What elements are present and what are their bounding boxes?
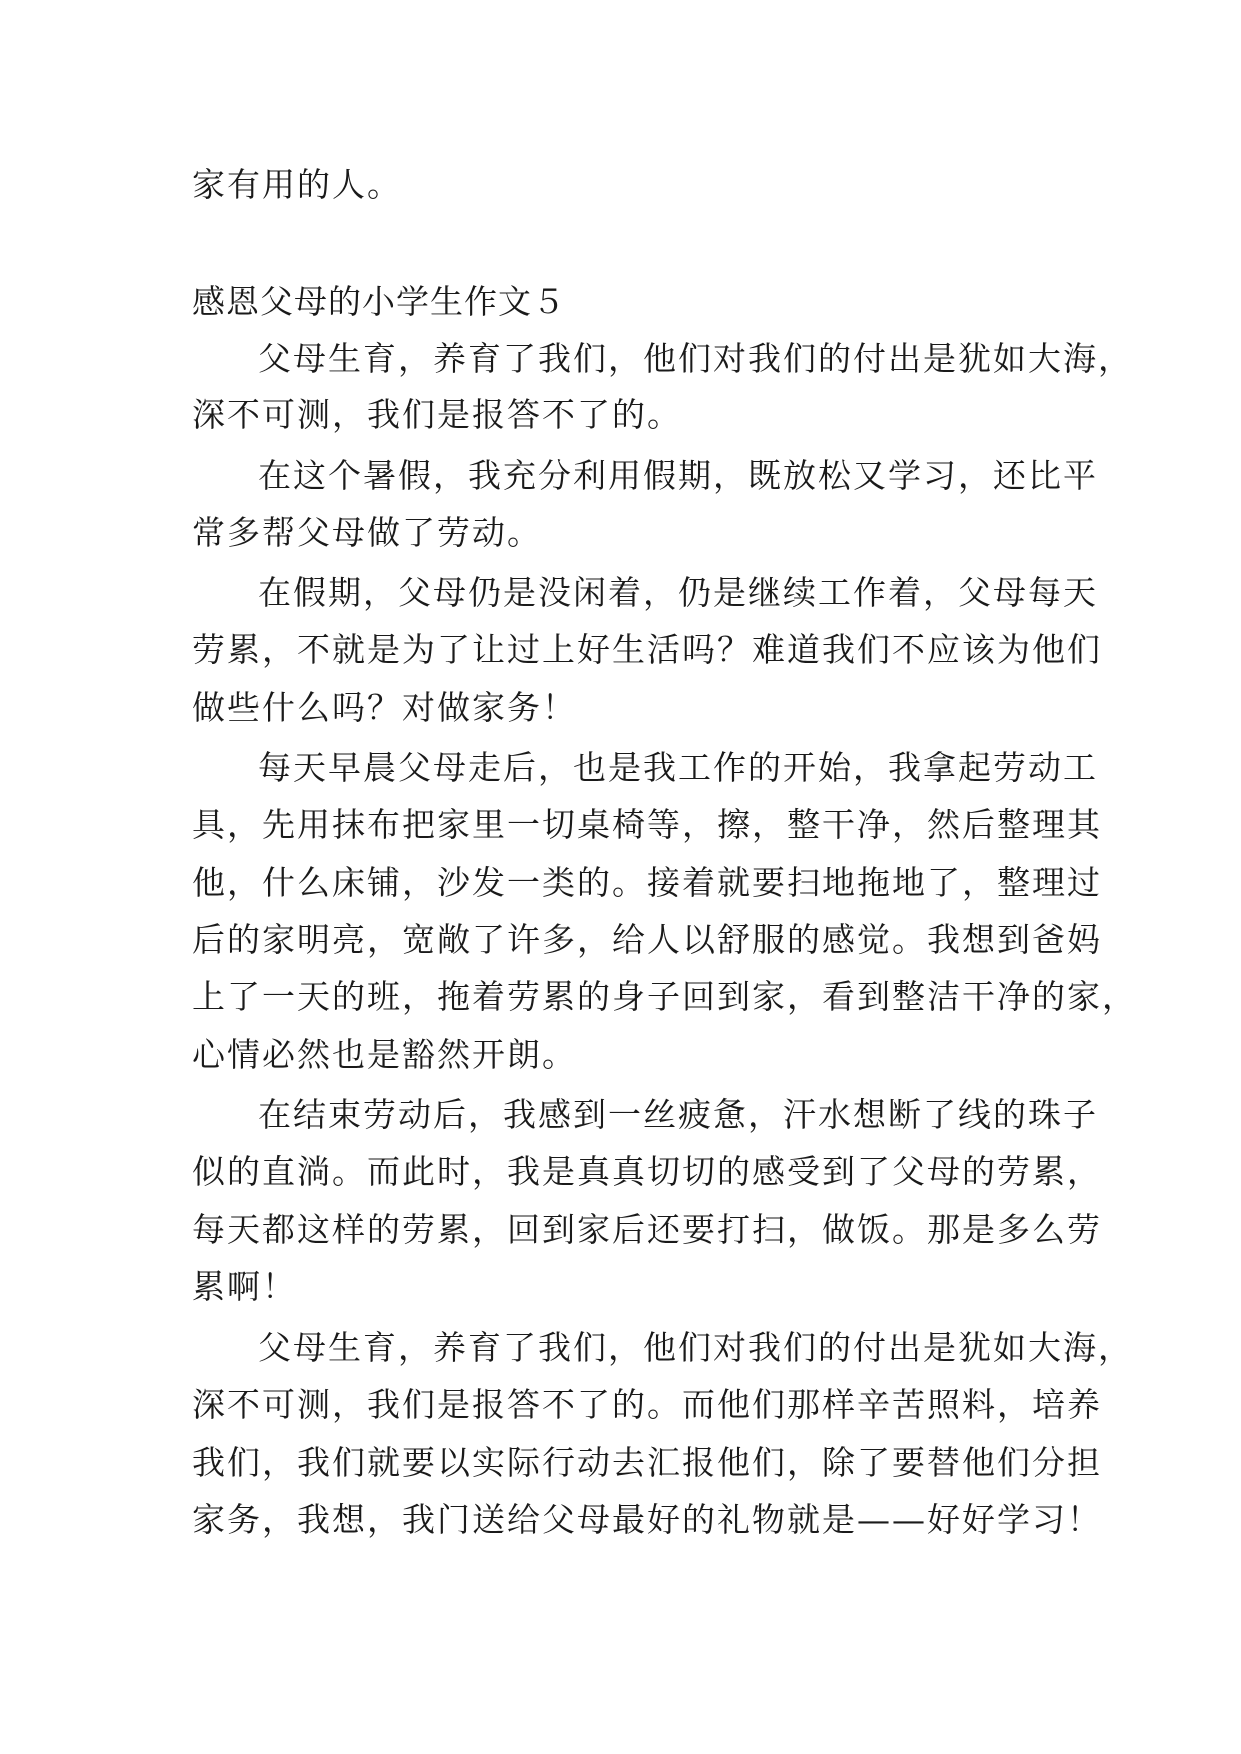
text-line-6: 常多帮父母做了劳动。 [192,513,542,552]
text-line-18: 每天都这样的劳累，回到家后还要打扫，做饭。那是多么劳 [192,1210,1102,1249]
text-line-9: 做些什么吗？对做家务！ [192,688,577,727]
text-line-17: 似的直淌。而此时，我是真真切切的感受到了父母的劳累， [192,1152,1102,1191]
text-line-3: 父母生育，养育了我们，他们对我们的付出是犹如大海， [258,339,1133,378]
text-line-4: 深不可测，我们是报答不了的。 [192,395,682,434]
text-line-1: 家有用的人。 [192,165,402,204]
text-line-5: 在这个暑假，我充分利用假期，既放松又学习，还比平 [258,456,1098,495]
text-line-22: 我们，我们就要以实际行动去汇报他们，除了要替他们分担 [192,1443,1102,1482]
text-line-12: 他，什么床铺，沙发一类的。接着就要扫地拖地了，整理过 [192,863,1102,902]
text-line-19: 累啊！ [192,1267,297,1306]
text-line-20: 父母生育，养育了我们，他们对我们的付出是犹如大海， [258,1328,1133,1367]
text-line-14: 上了一天的班，拖着劳累的身子回到家，看到整洁干净的家， [192,977,1137,1016]
essay-title: 感恩父母的小学生作文５ [192,282,566,321]
text-line-16: 在结束劳动后，我感到一丝疲惫，汗水想断了线的珠子 [258,1095,1098,1134]
text-line-7: 在假期，父母仍是没闲着，仍是继续工作着，父母每天 [258,573,1098,612]
text-line-23: 家务，我想，我门送给父母最好的礼物就是——好好学习！ [192,1500,1102,1539]
text-line-21: 深不可测，我们是报答不了的。而他们那样辛苦照料，培养 [192,1385,1102,1424]
text-line-13: 后的家明亮，宽敞了许多，给人以舒服的感觉。我想到爸妈 [192,920,1102,959]
text-line-8: 劳累，不就是为了让过上好生活吗？难道我们不应该为他们 [192,630,1102,669]
text-line-11: 具，先用抹布把家里一切桌椅等，擦，整干净，然后整理其 [192,805,1102,844]
text-line-15: 心情必然也是豁然开朗。 [192,1035,577,1074]
text-line-10: 每天早晨父母走后，也是我工作的开始，我拿起劳动工 [258,748,1098,787]
